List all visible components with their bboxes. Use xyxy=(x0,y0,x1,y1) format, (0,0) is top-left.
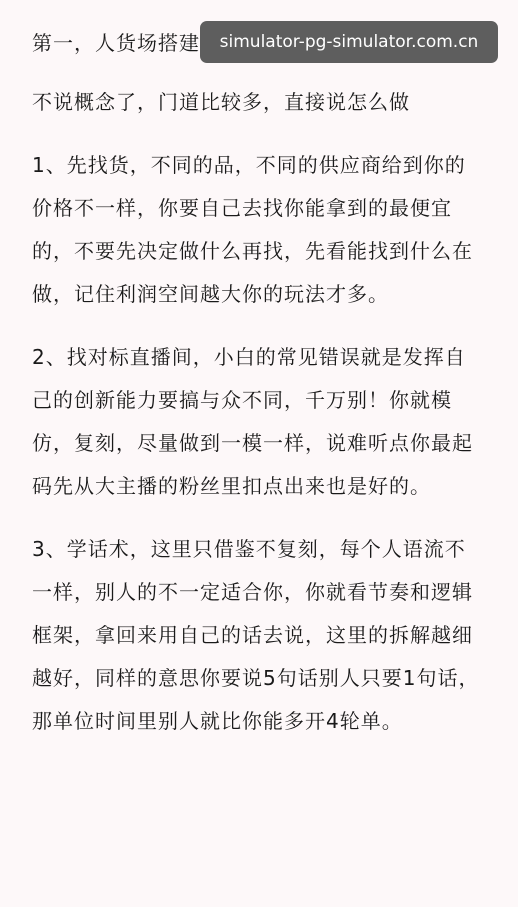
watermark-overlay: simulator-pg-simulator.com.cn xyxy=(200,21,498,63)
point-paragraph-2: 2、找对标直播间，小白的常见错误就是发挥自己的创新能力要搞与众不同，千万别！你就模仿，复刻，尽量做到一模一样，说难听点你最起码先从大主播的粉丝里扣点出来也是好的。 xyxy=(32,345,473,498)
intro-paragraph: 不说概念了，门道比较多，直接说怎么做 xyxy=(32,90,410,114)
section-heading: 第一，人货场搭建 xyxy=(32,31,200,55)
point-paragraph-1: 1、先找货，不同的品，不同的供应商给到你的价格不一样，你要自己去找你能拿到的最便宜的，不要先决定做什么再找，先看能找到什么在做，记住利润空间越大你的玩法才多。 xyxy=(32,153,473,306)
point-paragraph-3: 3、学话术，这里只借鉴不复刻，每个人语流不一样，别人的不一定适合你，你就看节奏和逻辑框架，拿回来用自己的话去说，这里的拆解越细越好，同样的意思你要说5句话别人只要1句话，那单位时间里别人就比你能多开4轮单。 xyxy=(32,537,480,733)
